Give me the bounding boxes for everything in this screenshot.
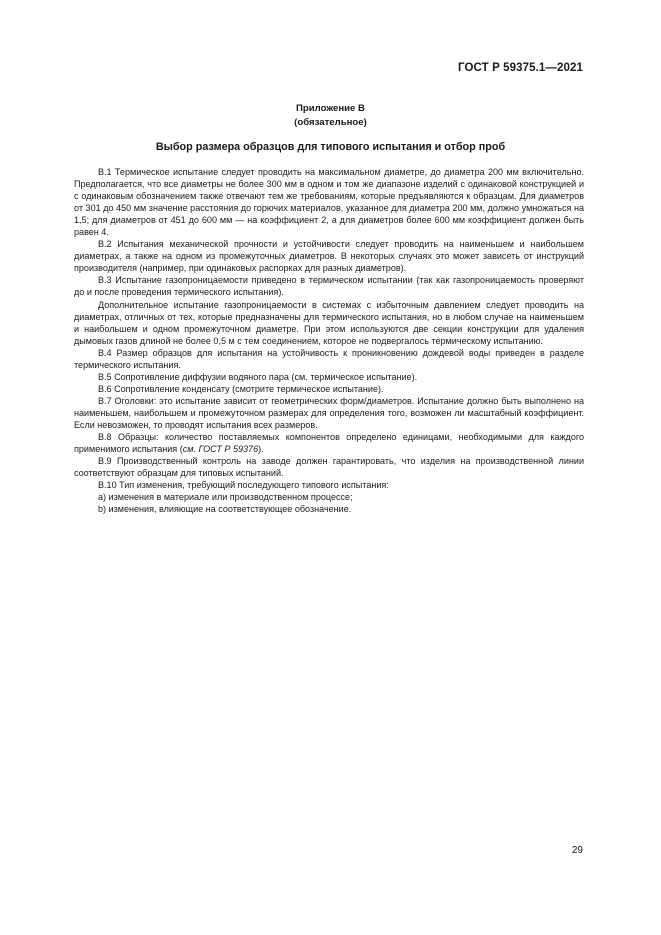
annex-status: (обязательное) (294, 117, 367, 128)
paragraph-b2: В.2 Испытания механической прочности и устойчивости следует проводить на наименьшем и наибольшем диаметрах, а также на одном из промежуточных диаметров. В некоторых случаях это может зависеть от инструкций производителя (например, при одинаковых распорках для разных диаметров). (74, 239, 584, 274)
page-number: 29 (571, 845, 583, 856)
paragraph-b6: В.6 Сопротивление конденсату (смотрите термическое испытание). (98, 383, 384, 394)
paragraph-b5: В.5 Сопротивление диффузии водяного пара (см. термическое испытание). (98, 371, 418, 382)
paragraph-b3-additional: Дополнительное испытание газопроницаемости в системах с избыточным давлением следует проводить на диаметрах, отличных от тех, которые предназначены для термического испытания, но в любом случае на наименьшем и наибольшем и одном промежуточном диаметре. При этом используются две секции конструкции для удаления дымовых газов длиной не более 0,5 м с тем соединением, которое не подвергалось термическому испытанию. (74, 299, 584, 346)
paragraph-b1: В.1 Термическое испытание следует проводить на максимальном диаметре, до диаметра 200 мм включительно. Предполагается, что все диаметры не более 300 мм в одном и том же диапазоне изделий с одинаковой конструкцией и с одинаковым обозначением также отвечают тем же требованиям, которые предъявляются к образцам. Для диаметров от 301 до 450 мм значение расстояния до горючих материалов, указанное для диаметра 200 мм, должно умножаться на 1,5; для диаметров от 451 до 600 мм — на коэффициент 2, а для диаметров более 600 мм коэффициент должен быть равен 4. (74, 167, 584, 238)
list-item-a: а) изменения в материале или производственном процессе; (98, 492, 353, 503)
paragraph-b9: В.9 Производственный контроль на заводе должен гарантировать, что изделия на производственной линии соответствуют образцам для типовых испытаний. (74, 456, 584, 479)
list-item-b: b) изменения, влияющие на соответствующее обозначение. (98, 504, 352, 515)
annex-heading (0, 102, 661, 130)
paragraph-b8-text: В.8 Образцы: количество поставляемых компонентов определено единицами, необходимыми для каждого применимого испытания ( (74, 432, 584, 455)
paragraph-b7: В.7 Оголовки: это испытание зависит от геометрических форм/диаметров. Испытание должно быть выполнено на наименьшем, наибольшем и промежуточном размерах для определения того, возможен ли масштабный коэффициент. Если невозможен, то проводят испытания всех размеров. (74, 395, 584, 430)
section-title: Выбор размера образцов для типового испытания и отбор проб (155, 141, 506, 153)
paragraph-b4: В.4 Размер образцов для испытания на устойчивость к проникновению дождевой воды приведен в разделе термического испытания. (74, 347, 584, 370)
document-body (74, 166, 584, 515)
document-number: ГОСТ Р 59375.1—2021 (458, 62, 583, 74)
standard-reference: см. ГОСТ Р 59376 (182, 444, 259, 455)
paragraph-b3: В.3 Испытание газопроницаемости приведено в термическом испытании (так как газопроницаемость проверяют до и после проведения термического испытания). (74, 275, 584, 298)
annex-title: Приложение В (296, 103, 365, 114)
paragraph-b8-tail: ). (258, 444, 264, 455)
paragraph-b10: В.10 Тип изменения, требующий последующего типового испытания: (98, 480, 389, 491)
paragraph-b8 (74, 431, 584, 455)
